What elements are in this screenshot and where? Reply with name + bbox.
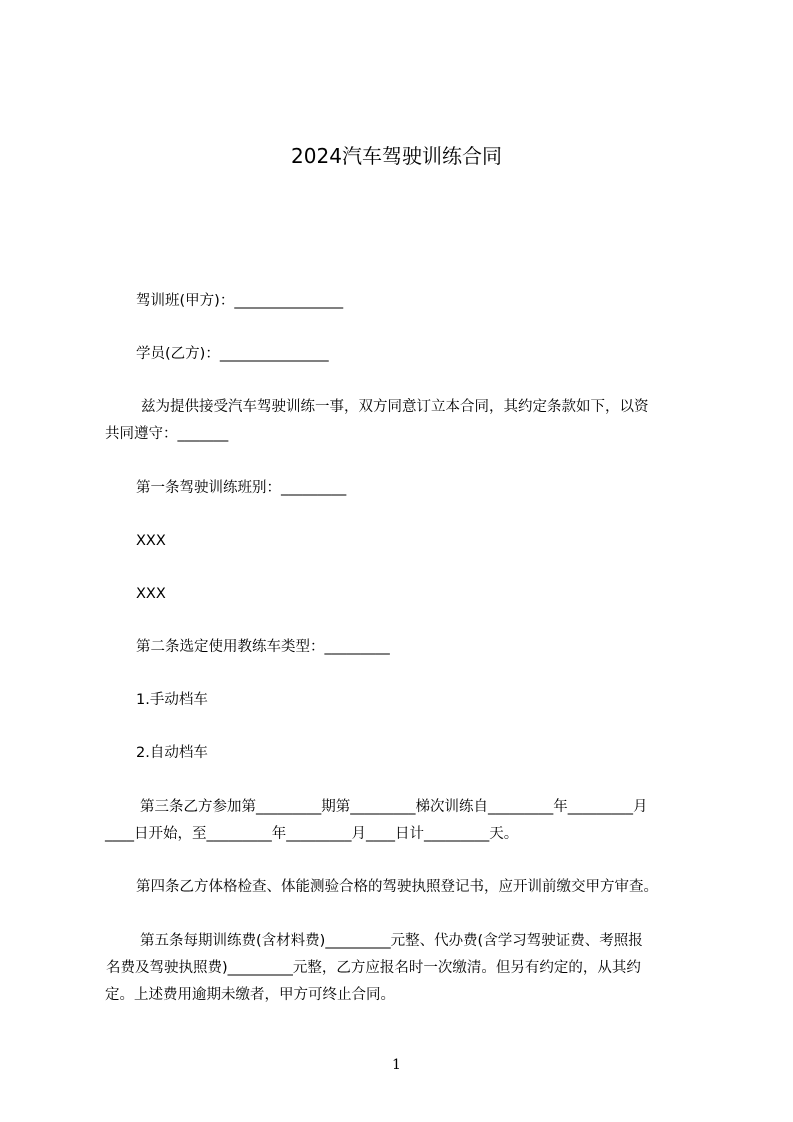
document-title: 2024汽车驾驶训练合同 xyxy=(291,144,502,168)
article-1-option-1: XXX xyxy=(136,533,166,549)
preamble-line-2: 共同遵守：_______ xyxy=(105,426,229,442)
page-number: 1 xyxy=(392,1057,401,1073)
party-b-line: 学员(乙方)：_______________ xyxy=(136,346,329,362)
preamble-line-1: 兹为提供接受汽车驾驶训练一事，双方同意订立本合同，其约定条款如下，以资 xyxy=(141,399,649,415)
article-1-line: 第一条驾驶训练班别：_________ xyxy=(136,480,347,496)
article-5-line-3: 定。上述费用逾期未缴者，甲方可终止合同。 xyxy=(105,987,395,1003)
article-3-line-2: ____日开始，至_________年_________月____日计_________天。 xyxy=(105,826,519,842)
article-2-option-2: 2.自动档车 xyxy=(136,745,208,761)
article-5-line-2: 名费及驾驶执照费)_________元整，乙方应报名时一次缴清。但另有约定的，从其约 xyxy=(106,960,641,976)
article-1-option-2: XXX xyxy=(136,586,166,602)
article-4-line: 第四条乙方体格检查、体能测验合格的驾驶执照登记书，应开训前缴交甲方审查。 xyxy=(136,879,658,895)
party-a-line: 驾训班(甲方)：_______________ xyxy=(136,293,344,309)
article-3-line-1: 第三条乙方参加第_________期第_________梯次训练自_________年_________月 xyxy=(140,799,648,815)
article-2-line: 第二条选定使用教练车类型：_________ xyxy=(136,639,390,655)
article-5-line-1: 第五条每期训练费(含材料费)_________元整、代办费(含学习驾驶证费、考照报 xyxy=(140,933,643,949)
article-2-option-1: 1.手动档车 xyxy=(136,692,208,708)
